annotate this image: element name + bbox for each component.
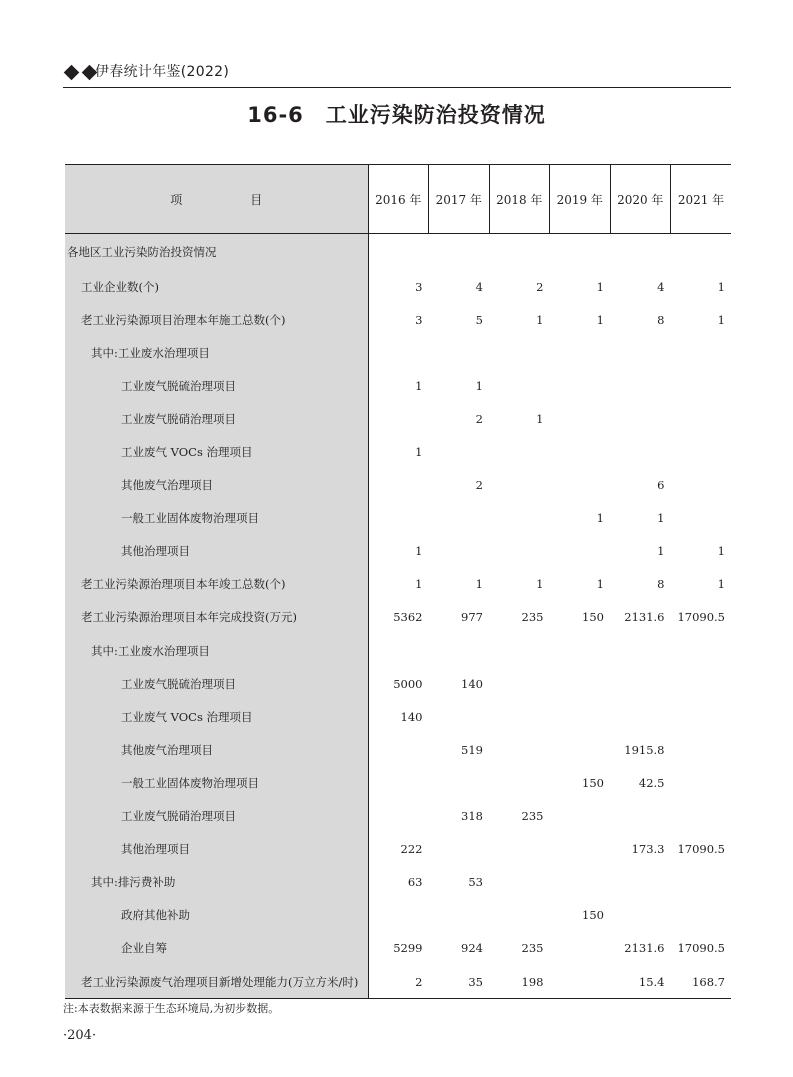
row-label: 一般工业固体废物治理项目: [65, 502, 368, 535]
cell-value: [550, 965, 611, 999]
cell-value: [429, 700, 490, 733]
cell-value: [671, 469, 732, 502]
cell-value: [489, 634, 550, 667]
cell-value: [671, 733, 732, 766]
table-note: 注:本表数据来源于生态环境局,为初步数据。: [63, 1002, 280, 1015]
cell-value: [550, 435, 611, 468]
year-header: 2017 年: [429, 165, 490, 234]
cell-value: 5362: [393, 610, 423, 625]
year-header: 2019 年: [550, 165, 611, 234]
cell-value: [550, 733, 611, 766]
table-row: [65, 899, 731, 932]
cell-value: 140: [400, 709, 423, 724]
cell-value: 1: [717, 577, 725, 592]
cell-value: [429, 435, 490, 468]
cell-value: [671, 667, 732, 700]
cell-value: 168.7: [671, 965, 732, 999]
year-header: 2018 年: [489, 165, 550, 234]
cell-value: 1: [415, 577, 423, 592]
cell-value: 1915.8: [624, 742, 665, 757]
page-number: ·204·: [63, 1028, 97, 1043]
cell-value: [550, 369, 611, 402]
cell-value: [489, 866, 550, 899]
cell-value: 15.4: [610, 965, 671, 999]
cell-value: [671, 866, 732, 899]
cell-value: 63: [407, 875, 423, 890]
cell-value: 8: [657, 312, 665, 327]
row-label: 一般工业固体废物治理项目: [65, 766, 368, 799]
cell-value: 3: [415, 279, 423, 294]
yearbook-title: 伊春统计年鉴(2022): [95, 64, 230, 80]
cell-value: [489, 336, 550, 369]
year-header: 2021 年: [671, 165, 732, 234]
cell-value: [610, 866, 671, 899]
row-label: 工业废气 VOCs 治理项目: [65, 435, 368, 468]
table-row: [65, 700, 731, 733]
cell-value: [671, 800, 732, 833]
row-label: 老工业污染源项目治理本年施工总数(个): [65, 303, 368, 336]
row-label: 其中:工业废水治理项目: [65, 336, 368, 369]
cell-value: [429, 502, 490, 535]
cell-value: 1: [717, 544, 725, 559]
table-row: [65, 502, 731, 535]
cell-value: [550, 634, 611, 667]
diamond-icon: [64, 65, 80, 81]
cell-value: 2131.6: [624, 941, 665, 956]
table-row: [65, 303, 731, 336]
cell-value: 222: [400, 842, 423, 857]
row-label: 老工业污染源治理项目本年竣工总数(个): [65, 568, 368, 601]
table-row: [65, 270, 731, 303]
cell-value: [550, 800, 611, 833]
row-label: 各地区工业污染防治投资情况: [65, 234, 368, 271]
cell-value: [489, 700, 550, 733]
table-row: [65, 833, 731, 866]
cell-value: [550, 833, 611, 866]
cell-value: [610, 435, 671, 468]
diamond-icons: [63, 65, 98, 81]
row-label: 工业废气脱硝治理项目: [65, 800, 368, 833]
cell-value: 2: [536, 279, 544, 294]
cell-value: 1: [536, 411, 544, 426]
cell-value: 1: [717, 312, 725, 327]
cell-value: 53: [468, 875, 483, 890]
cell-value: [671, 766, 732, 799]
cell-value: 140: [461, 676, 483, 691]
cell-value: [671, 369, 732, 402]
cell-value: [489, 766, 550, 799]
cell-value: 1: [475, 378, 483, 393]
cell-value: [671, 402, 732, 435]
cell-value: 17090.5: [677, 842, 725, 857]
cell-value: [429, 634, 490, 667]
year-header: 2016 年: [368, 165, 429, 234]
table-row: [65, 568, 731, 601]
cell-value: [550, 336, 611, 369]
table-header-row: [65, 165, 731, 234]
cell-value: [368, 800, 429, 833]
cell-value: [550, 402, 611, 435]
table-row: [65, 866, 731, 899]
cell-value: [610, 899, 671, 932]
cell-value: [671, 899, 732, 932]
year-header: 2020 年: [610, 165, 671, 234]
cell-value: 5000: [393, 676, 423, 691]
cell-value: [429, 899, 490, 932]
table-row: [65, 733, 731, 766]
row-label: 其他治理项目: [65, 833, 368, 866]
cell-value: 977: [461, 610, 483, 625]
row-label: 工业废气 VOCs 治理项目: [65, 700, 368, 733]
cell-value: 35: [429, 965, 490, 999]
cell-value: [671, 634, 732, 667]
row-label: 其他废气治理项目: [65, 733, 368, 766]
page-title: [0, 100, 793, 130]
cell-value: 150: [582, 775, 604, 790]
cell-value: 519: [461, 742, 483, 757]
table-row: [65, 667, 731, 700]
cell-value: [368, 899, 429, 932]
cell-value: [368, 502, 429, 535]
cell-value: [610, 667, 671, 700]
cell-value: [489, 899, 550, 932]
table-row: [65, 402, 731, 435]
cell-value: 2: [475, 411, 483, 426]
cell-value: 2: [368, 965, 429, 999]
cell-value: [610, 402, 671, 435]
cell-value: 173.3: [631, 842, 665, 857]
row-label: 工业废气脱硫治理项目: [65, 667, 368, 700]
cell-value: [671, 435, 732, 468]
cell-value: [610, 634, 671, 667]
table-row: [65, 800, 731, 833]
cell-value: [489, 435, 550, 468]
cell-value: 17090.5: [677, 941, 725, 956]
cell-value: [550, 234, 611, 271]
cell-value: 2131.6: [624, 610, 665, 625]
item-column-header: 项 目: [65, 165, 368, 234]
table-title: 工业污染防治投资情况: [325, 103, 546, 127]
cell-value: [429, 234, 490, 271]
cell-value: 1: [415, 544, 423, 559]
cell-value: [610, 800, 671, 833]
table-row: [65, 535, 731, 568]
cell-value: [368, 634, 429, 667]
cell-value: 1: [596, 511, 604, 526]
cell-value: [550, 667, 611, 700]
row-label: 其他治理项目: [65, 535, 368, 568]
row-label: 其他废气治理项目: [65, 469, 368, 502]
cell-value: 150: [582, 610, 604, 625]
cell-value: 924: [461, 941, 483, 956]
table-row: [65, 336, 731, 369]
data-table: [65, 164, 731, 999]
row-label: 工业企业数(个): [65, 270, 368, 303]
cell-value: 235: [521, 809, 544, 824]
cell-value: 318: [461, 809, 483, 824]
table-row: [65, 435, 731, 468]
cell-value: 2: [475, 478, 483, 493]
cell-value: 1: [657, 544, 665, 559]
cell-value: 1: [536, 312, 544, 327]
cell-value: 4: [475, 279, 483, 294]
table-row: [65, 634, 731, 667]
cell-value: 42.5: [638, 775, 665, 790]
cell-value: [368, 234, 429, 271]
cell-value: 1: [596, 577, 604, 592]
cell-value: [671, 502, 732, 535]
table-row: [65, 932, 731, 965]
table-row: [65, 469, 731, 502]
row-label: 其中:排污费补助: [65, 866, 368, 899]
cell-value: 235: [521, 610, 544, 625]
cell-value: 1: [475, 577, 483, 592]
running-header: [63, 62, 731, 88]
cell-value: [489, 733, 550, 766]
cell-value: [429, 766, 490, 799]
cell-value: 5299: [393, 941, 423, 956]
cell-value: [489, 535, 550, 568]
cell-value: 1: [415, 445, 423, 460]
table-number: 16-6: [247, 103, 304, 127]
cell-value: [489, 469, 550, 502]
cell-value: 6: [657, 478, 665, 493]
cell-value: [368, 733, 429, 766]
cell-value: [368, 402, 429, 435]
cell-value: 1: [536, 577, 544, 592]
cell-value: [550, 932, 611, 965]
cell-value: 150: [582, 908, 604, 923]
cell-value: 1: [415, 378, 423, 393]
row-label: 企业自筹: [65, 932, 368, 965]
cell-value: [368, 469, 429, 502]
table-row: [65, 766, 731, 799]
cell-value: [368, 766, 429, 799]
cell-value: 1: [596, 279, 604, 294]
cell-value: [489, 234, 550, 271]
cell-value: [429, 336, 490, 369]
cell-value: [489, 667, 550, 700]
cell-value: [489, 502, 550, 535]
cell-value: [610, 234, 671, 271]
cell-value: [368, 336, 429, 369]
row-label: 老工业污染源废气治理项目新增处理能力(万立方米/时): [65, 965, 368, 999]
table-row: [65, 965, 731, 999]
cell-value: [671, 700, 732, 733]
row-label: 政府其他补助: [65, 899, 368, 932]
row-label: 其中:工业废水治理项目: [65, 634, 368, 667]
cell-value: [610, 336, 671, 369]
cell-value: [429, 833, 490, 866]
cell-value: 1: [717, 279, 725, 294]
row-label: 工业废气脱硝治理项目: [65, 402, 368, 435]
cell-value: 5: [475, 312, 483, 327]
cell-value: [671, 336, 732, 369]
cell-value: [550, 700, 611, 733]
cell-value: 4: [657, 279, 665, 294]
cell-value: [489, 833, 550, 866]
header-rule: [63, 87, 731, 88]
cell-value: [550, 469, 611, 502]
cell-value: [429, 535, 490, 568]
cell-value: [550, 866, 611, 899]
cell-value: 235: [521, 941, 544, 956]
cell-value: [550, 535, 611, 568]
table-row: [65, 369, 731, 402]
table-row: [65, 234, 731, 271]
cell-value: 3: [415, 312, 423, 327]
cell-value: 1: [596, 312, 604, 327]
cell-value: 1: [657, 511, 665, 526]
cell-value: 17090.5: [677, 610, 725, 625]
cell-value: [610, 369, 671, 402]
row-label: 老工业污染源治理项目本年完成投资(万元): [65, 601, 368, 634]
cell-value: [489, 369, 550, 402]
cell-value: [610, 700, 671, 733]
cell-value: 198: [489, 965, 550, 999]
cell-value: 8: [657, 577, 665, 592]
table-row: [65, 601, 731, 634]
row-label: 工业废气脱硫治理项目: [65, 369, 368, 402]
cell-value: [671, 234, 732, 271]
